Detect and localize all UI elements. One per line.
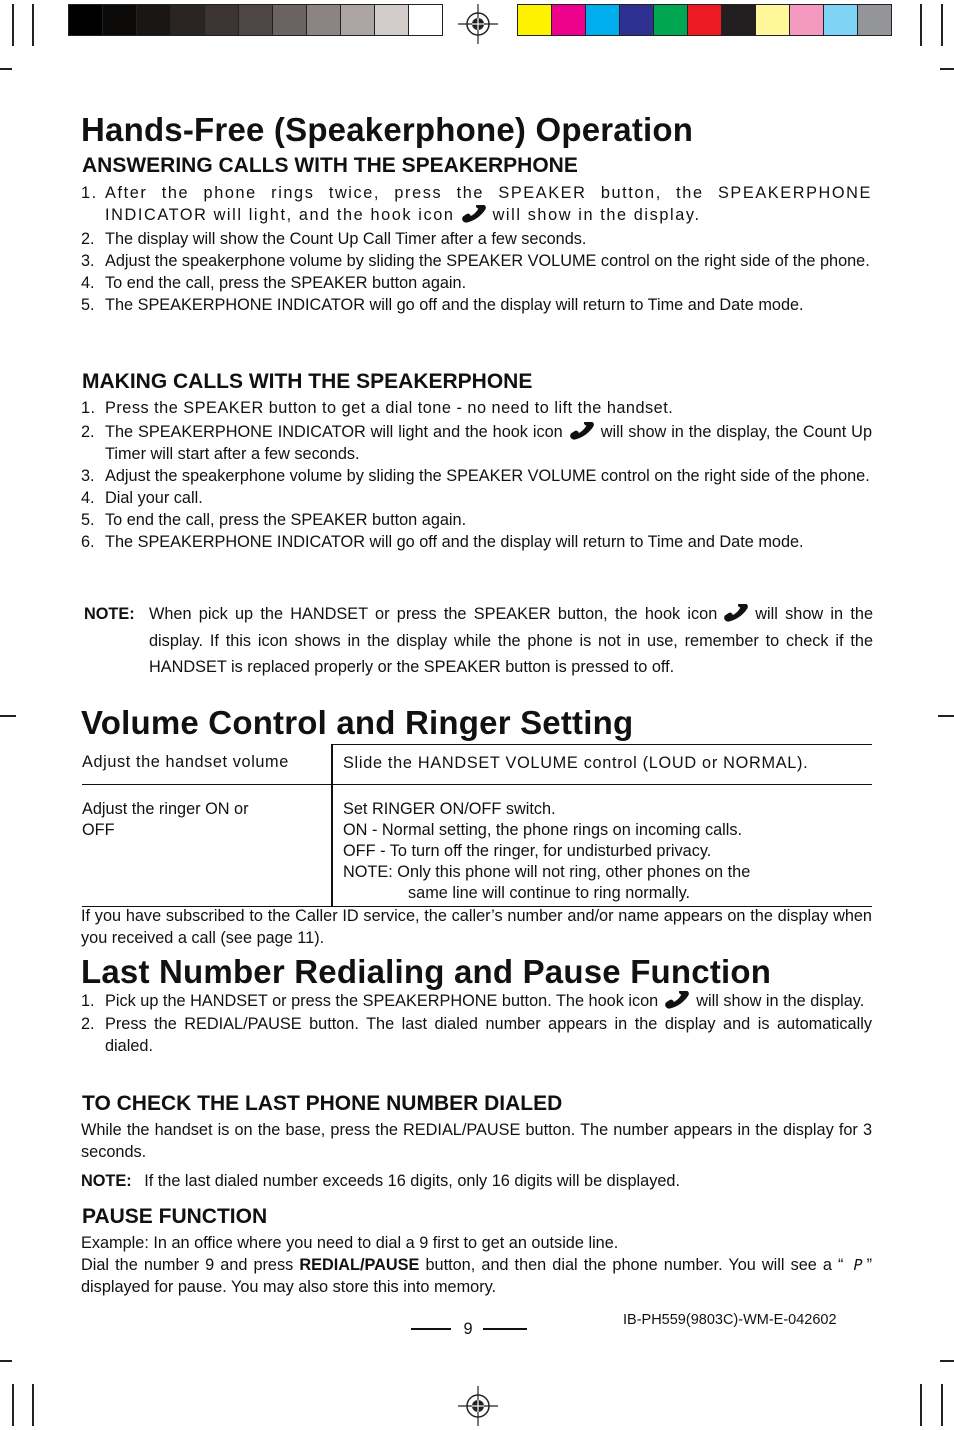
pause-function-paragraph: Example: In an office where you need to dial a 9 first to get an outside line. Dial the number 9 and press REDIAL/PAUSE button, and then dial the phone number. You will see a “ P ” displayed for pause. You may also store this into memory. xyxy=(81,1234,872,1296)
color-swatch xyxy=(239,5,273,35)
color-swatch xyxy=(307,5,341,35)
redial-list xyxy=(81,990,872,1057)
color-swatch xyxy=(688,5,722,35)
heading-answering-calls: ANSWERING CALLS WITH THE SPEAKERPHONE xyxy=(82,154,578,177)
section-title-volume: Volume Control and Ringer Setting xyxy=(81,704,634,741)
heading-making-calls: MAKING CALLS WITH THE SPEAKERPHONE xyxy=(82,370,533,393)
phone-handset-icon xyxy=(664,991,690,1009)
color-swatch xyxy=(69,5,103,35)
color-swatch xyxy=(205,5,239,35)
pause-glyph: P xyxy=(853,1256,863,1274)
color-swatch xyxy=(654,5,688,35)
note-label: NOTE: xyxy=(84,605,135,623)
list-item: 3. Adjust the speakerphone volume by sliding the SPEAKER VOLUME control on the right side of the phone. xyxy=(81,467,870,485)
row-value-handset-volume: Slide the HANDSET VOLUME control (LOUD or NORMAL). xyxy=(343,754,809,772)
answering-calls-list xyxy=(81,182,872,316)
list-item: 1. Press the SPEAKER button to get a dial tone - no need to lift the handset. xyxy=(81,399,674,417)
row-label-ringer: Adjust the ringer ON or OFF xyxy=(82,800,249,839)
color-swatch xyxy=(273,5,307,35)
color-swatch xyxy=(137,5,171,35)
registration-mark-icon xyxy=(458,1386,498,1426)
list-item: 4. To end the call, press the SPEAKER button again. xyxy=(81,274,467,292)
color-swatch xyxy=(409,5,442,35)
section-title-speakerphone: Hands-Free (Speakerphone) Operation xyxy=(81,111,694,148)
page-number-rule-right xyxy=(483,1328,527,1330)
color-bar xyxy=(517,4,892,36)
note-label: NOTE: xyxy=(81,1172,132,1190)
row-value-ringer: Set RINGER ON/OFF switch. ON - Normal setting, the phone rings on incoming calls. OFF - To turn off the ringer, for undisturbed privacy. NOTE: Only this phone will not ring, other phones on the same line will continue to ring normally. xyxy=(332,785,872,907)
color-swatch xyxy=(375,5,409,35)
grayscale-bar xyxy=(68,4,443,36)
list-item: 5. The SPEAKERPHONE INDICATOR will go off and the display will return to Time and Date mode. xyxy=(81,296,804,314)
list-item: 4. Dial your call. xyxy=(81,489,203,507)
redial-pause-label: REDIAL/PAUSE xyxy=(299,1256,420,1274)
color-swatch xyxy=(103,5,137,35)
heading-check-last-number: TO CHECK THE LAST PHONE NUMBER DIALED xyxy=(82,1092,563,1115)
table-row xyxy=(82,785,872,907)
color-swatch xyxy=(858,5,891,35)
color-swatch xyxy=(171,5,205,35)
phone-handset-icon xyxy=(723,604,749,622)
color-swatch xyxy=(824,5,858,35)
phone-handset-icon xyxy=(569,422,595,440)
phone-handset-icon xyxy=(461,205,487,223)
heading-pause-function: PAUSE FUNCTION xyxy=(82,1205,268,1228)
volume-settings-table xyxy=(82,744,872,907)
list-item: 1. Pick up the HANDSET or press the SPEAKERPHONE button. The hook icon will show in the display. xyxy=(81,992,865,1010)
check-last-number-paragraph: While the handset is on the base, press the REDIAL/PAUSE button. The number appears in the display for 3 seconds. xyxy=(81,1121,872,1161)
list-item: 6. The SPEAKERPHONE INDICATOR will go off and the display will return to Time and Date mode. xyxy=(81,533,804,551)
list-item: 5. To end the call, press the SPEAKER button again. xyxy=(81,511,467,529)
caller-id-paragraph: If you have subscribed to the Caller ID service, the caller’s number and/or name appears on the display when you received a call (see page 11). xyxy=(81,907,872,947)
list-item: 2. The display will show the Count Up Call Timer after a few seconds. xyxy=(81,230,587,248)
page-number: 9 xyxy=(463,1320,473,1338)
list-item: 2. The SPEAKERPHONE INDICATOR will light and the hook icon will show in the display, the Count Up Timer will start after a few seconds. xyxy=(81,423,872,463)
color-swatch xyxy=(341,5,375,35)
color-swatch xyxy=(552,5,586,35)
list-item: 2. Press the REDIAL/PAUSE button. The last dialed number appears in the display and is automatically dialed. xyxy=(81,1015,872,1055)
row-label-handset-volume: Adjust the handset volume xyxy=(82,752,289,771)
color-swatch xyxy=(790,5,824,35)
color-swatch xyxy=(586,5,620,35)
redial-note: NOTE: If the last dialed number exceeds 16 digits, only 16 digits will be displayed. xyxy=(81,1172,680,1190)
registration-mark-icon xyxy=(458,4,498,44)
list-item: 1. After the phone rings twice, press the SPEAKER button, the SPEAKERPHONE INDICATOR will light, and the hook icon will show in the display. xyxy=(81,184,872,224)
list-item: 3. Adjust the speakerphone volume by sliding the SPEAKER VOLUME control on the right side of the phone. xyxy=(81,252,870,270)
page-number-rule-left xyxy=(411,1328,451,1330)
color-swatch xyxy=(756,5,790,35)
making-calls-list xyxy=(81,397,872,553)
speakerphone-note: NOTE: When pick up the HANDSET or press the SPEAKER button, the hook icon will show in the display. If this icon shows in the display while the phone is not in use, remember to check if the HANDSET is replaced properly or the SPEAKER button is pressed to off. xyxy=(84,601,873,681)
section-title-redial: Last Number Redialing and Pause Function xyxy=(81,953,772,990)
color-swatch xyxy=(620,5,654,35)
document-code: IB-PH559(9803C)-WM-E-042602 xyxy=(623,1312,837,1328)
color-swatch xyxy=(518,5,552,35)
color-swatch xyxy=(722,5,756,35)
table-row xyxy=(82,745,872,785)
